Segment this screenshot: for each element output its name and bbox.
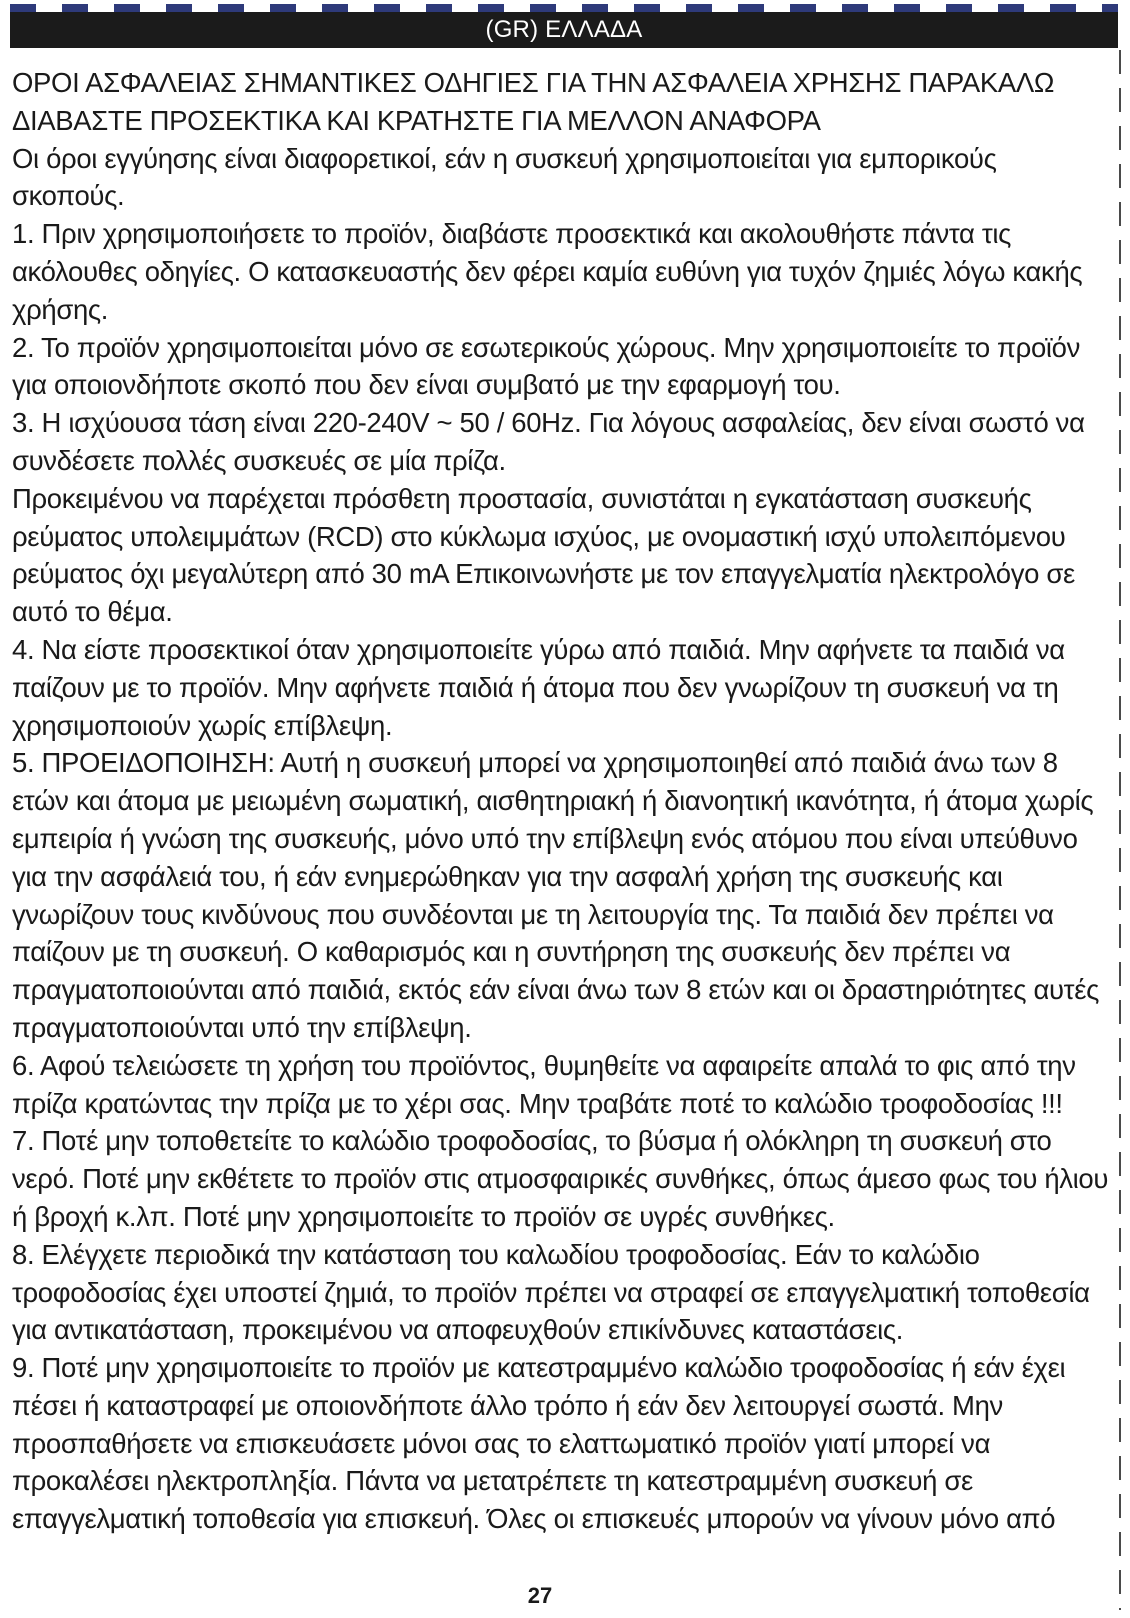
paragraph-4: 4. Να είστε προσεκτικοί όταν χρησιμοποιείτε γύρω από παιδιά. Μην αφήνετε τα παιδιά να παίζουν με το προϊόν. Μην αφήνετε παιδιά ή άτομα που δεν γνωρίζουν τη συσκευή να τη χρησιμοποιούν χωρίς επίβλεψη.: [12, 633, 1065, 741]
page-number: 27: [527, 1583, 553, 1608]
paragraph-5: 5. ΠΡΟΕΙΔΟΠΟΙΗΣΗ: Αυτή η συσκευή μπορεί να χρησιμοποιηθεί από παιδιά άνω των 8 ετών και άτομα με μειωμένη σωματική, αισθητηριακή ή διανοητική ικανότητα, ή άτομα χωρίς εμπειρία ή γνώση της συσκευής, μόνο υπό την επίβλεψη ενός ατόμου που είναι υπεύθυνο για την ασφάλειά του, ή εάν ενημερώθηκαν για την ασφαλή χρήση της συσκευής και γνωρίζουν τους κινδύνους που συνδέονται με τη λειτουργία της. Τα παιδιά δεν πρέπει να παίζουν με τη συσκευή. Ο καθαρισμός και η συντήρηση της συσκευής δεν πρέπει να πραγματοποιούνται από παιδιά, εκτός εάν είναι άνω των 8 ετών και οι δραστηριότητες αυτές πραγματοποιούνται υπό την επίβλεψη.: [12, 747, 1100, 1043]
paragraph-6: 6. Αφού τελειώσετε τη χρήση του προϊόντος, θυμηθείτε να αφαιρείτε απαλά το φις από την πρίζα κρατώντας την πρίζα με το χέρι σας. Μην τραβάτε ποτέ το καλώδιο τροφοδοσίας !!!: [12, 1049, 1076, 1119]
paragraph-1: 1. Πριν χρησιμοποιήσετε το προϊόν, διαβάστε προσεκτικά και ακολουθήστε πάντα τις ακόλουθες οδηγίες. Ο κατασκευαστής δεν φέρει καμία ευθύνη για τυχόν ζημιές λόγω κακής χρήσης.: [12, 218, 1083, 325]
paragraph-8: 8. Ελέγχετε περιοδικά την κατάσταση του καλωδίου τροφοδοσίας. Εάν το καλώδιο τροφοδοσίας έχει υποστεί ζημιά, το προϊόν πρέπει να στραφεί σε επαγγελματική τοποθεσία για αντικατάσταση, προκειμένου να αποφευχθούν επικίνδυνες καταστάσεις.: [12, 1238, 1090, 1346]
language-header-title: (GR) ΕΛΛΑΔΑ: [485, 16, 643, 43]
paragraph-2: 2. Το προϊόν χρησιμοποιείται μόνο σε εσωτερικούς χώρους. Μην χρησιμοποιείτε το προϊόν για οποιονδήποτε σκοπό που δεν είναι συμβατό με την εφαρμογή του.: [12, 331, 1081, 401]
paragraph-9: 9. Ποτέ μην χρησιμοποιείτε το προϊόν με κατεστραμμένο καλώδιο τροφοδοσίας ή εάν έχει πέσει ή καταστραφεί με οποιονδήποτε άλλο τρόπο ή εάν δεν λειτουργεί σωστά. Μην προσπαθήσετε να επισκευάσετε μόνοι σας το ελαττωματικό προϊόν γιατί μπορεί να προκαλέσει ηλεκτροπληξία. Πάντα να μετατρέπετε τη κατεστραμμένη συσκευή σε επαγγελματική τοποθεσία για επισκευή. Όλες οι επισκευές μπορούν να γίνουν μόνο από: [12, 1352, 1066, 1535]
top-dashed-border: [10, 4, 1118, 12]
safety-instructions-body: [12, 64, 1116, 1538]
paragraph-7: 7. Ποτέ μην τοποθετείτε το καλώδιο τροφοδοσίας, το βύσμα ή ολόκληρη τη συσκευή στο νερό. Ποτέ μην εκθέτετε το προϊόν στις ατμοσφαιρικές συνθήκες, όπως άμεσο φως του ήλιου ή βροχή κ.λπ. Ποτέ μην χρησιμοποιείτε το προϊόν σε υγρές συνθήκες.: [12, 1125, 1109, 1232]
paragraph-3: 3. Η ισχύουσα τάση είναι 220-240V ~ 50 / 60Hz. Για λόγους ασφαλείας, δεν είναι σωστό να συνδέσετε πολλές συσκευές σε μία πρίζα.: [12, 407, 1085, 476]
paragraph-rcd: Προκειμένου να παρέχεται πρόσθετη προστασία, συνιστάται η εγκατάσταση συσκευής ρεύματος υπολειμμάτων (RCD) στο κύκλωμα ισχύος, με ονομαστική ισχύ υπολειπόμενου ρεύματος όχι μεγαλύτερη από 30 mA Επικοινωνήστε με τον επαγγελματία ηλεκτρολόγο σε αυτό το θέμα.: [12, 482, 1075, 628]
warranty-intro: Οι όροι εγγύησης είναι διαφορετικοί, εάν η συσκευή χρησιμοποιείται για εμπορικούς σκοπούς.: [12, 142, 997, 212]
document-title: ΟΡΟΙ ΑΣΦΑΛΕΙΑΣ ΣΗΜΑΝΤΙΚΕΣ ΟΔΗΓΙΕΣ ΓΙΑ ΤΗΝ ΑΣΦΑΛΕΙΑ ΧΡΗΣΗΣ ΠΑΡΑΚΑΛΩ ΔΙΑΒΑΣΤΕ ΠΡΟΣΕΚΤΙΚΑ ΚΑΙ ΚΡΑΤΗΣΤΕ ΓΙΑ ΜΕΛΛΟΝ ΑΝΑΦΟΡΑ: [12, 67, 1055, 136]
right-margin-rule: [1119, 50, 1121, 1610]
language-header-bar: [10, 12, 1118, 48]
